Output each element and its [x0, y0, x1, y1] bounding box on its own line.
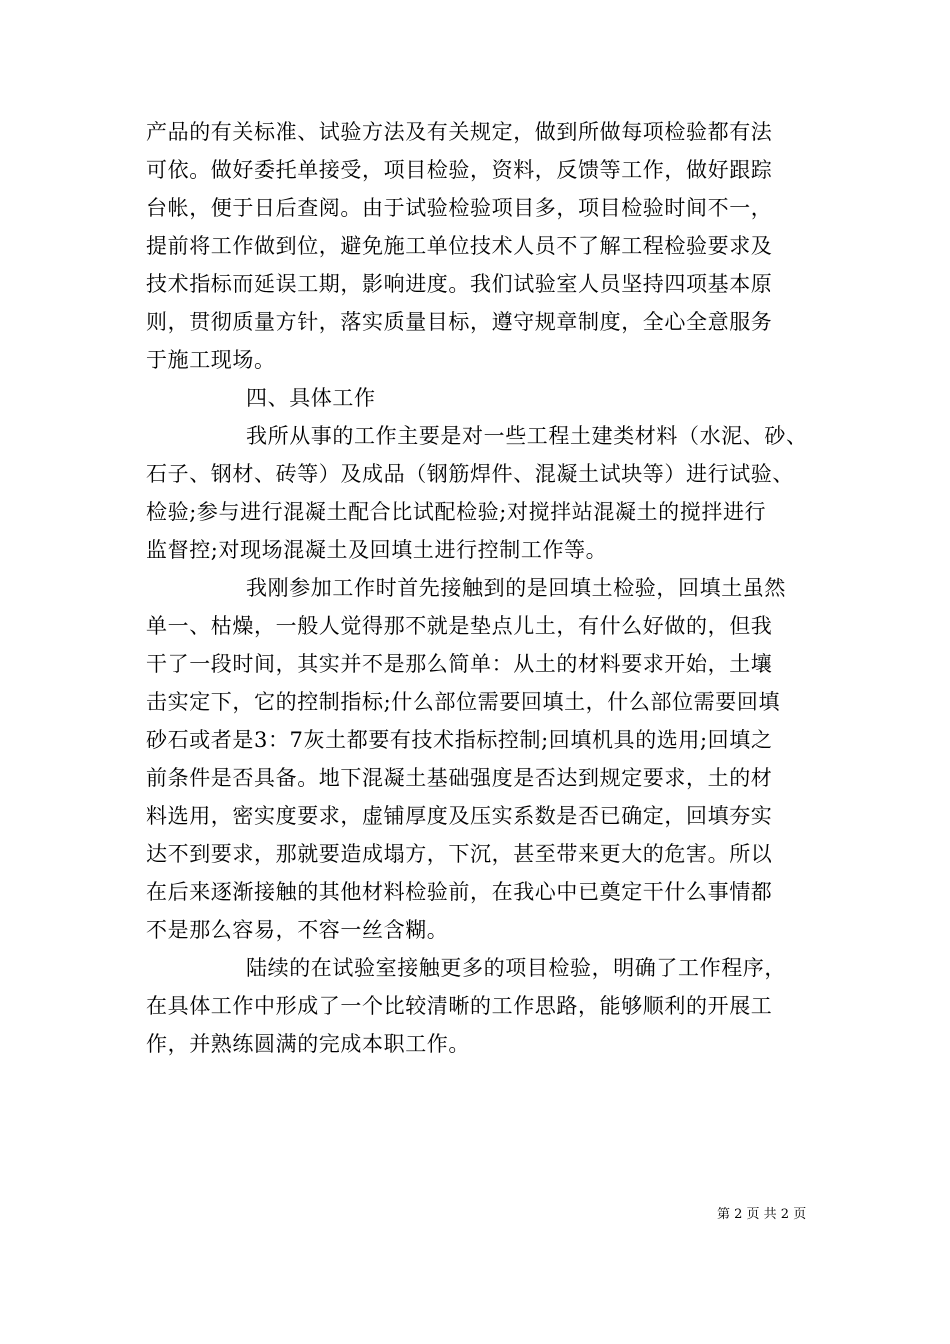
body-line: 干了一段时间，其实并不是那么简单：从土的材料要求开始，土壤: [146, 652, 773, 676]
page-number: 第 2 页 共 2 页: [717, 1207, 807, 1222]
body-line: 陆续的在试验室接触更多的项目检验，明确了工作程序，: [246, 956, 786, 980]
body-line: 达不到要求，那就要造成塌方，下沉，甚至带来更大的危害。所以: [146, 842, 773, 866]
body-line: 检验;参与进行混凝土配合比试配检验;对搅拌站混凝土的搅拌进行: [146, 500, 767, 524]
body-line: 监督控;对现场混凝土及回填土进行控制工作等。: [146, 538, 608, 562]
body-line: 在具体工作中形成了一个比较清晰的工作思路，能够顺利的开展工: [146, 994, 773, 1018]
body-line: 于施工现场。: [146, 348, 276, 372]
body-line: 击实定下，它的控制指标;什么部位需要回填土，什么部位需要回填: [146, 690, 781, 714]
body-line: 在后来逐渐接触的其他材料检验前，在我心中已奠定干什么事情都: [146, 880, 773, 904]
body-line: 单一、枯燥，一般人觉得那不就是垫点儿土，有什么好做的，但我: [146, 614, 773, 638]
section-heading: 四、具体工作: [246, 386, 376, 410]
body-line: 技术指标而延误工期，影响进度。我们试验室人员坚持四项基本原: [146, 272, 773, 296]
body-line: 作，并熟练圆满的完成本职工作。: [146, 1032, 470, 1056]
body-line: 不是那么容易，不容一丝含糊。: [146, 918, 449, 942]
body-line: 我所从事的工作主要是对一些工程土建类材料（水泥、砂、: [246, 424, 808, 448]
body-line: 则，贯彻质量方针，落实质量目标，遵守规章制度，全心全意服务: [146, 310, 773, 334]
body-line: 我刚参加工作时首先接触到的是回填土检验，回填土虽然: [246, 576, 786, 600]
body-line: 砂石或者是3：7灰土都要有技术指标控制;回填机具的选用;回填之: [146, 728, 773, 752]
body-line: 台帐，便于日后查阅。由于试验检验项目多，项目检验时间不一，: [146, 196, 773, 220]
body-line: 石子、钢材、砖等）及成品（钢筋焊件、混凝土试块等）进行试验、: [146, 462, 794, 486]
body-line: 可依。做好委托单接受，项目检验，资料，反馈等工作，做好跟踪: [146, 158, 773, 182]
body-line: 产品的有关标准、试验方法及有关规定，做到所做每项检验都有法: [146, 120, 773, 144]
body-line: 料选用，密实度要求，虚铺厚度及压实系数是否已确定，回填夯实: [146, 804, 773, 828]
body-line: 前条件是否具备。地下混凝土基础强度是否达到规定要求，土的材: [146, 766, 773, 790]
body-line: 提前将工作做到位，避免施工单位技术人员不了解工程检验要求及: [146, 234, 773, 258]
